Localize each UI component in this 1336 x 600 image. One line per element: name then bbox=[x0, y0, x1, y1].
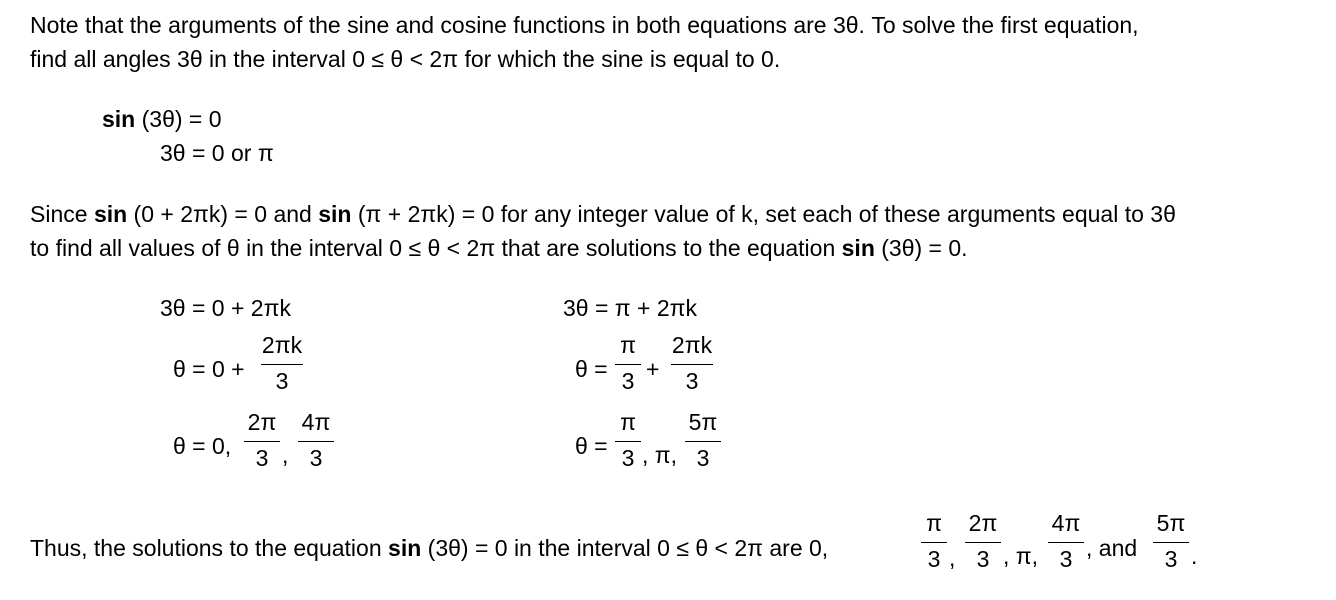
fraction bbox=[259, 334, 305, 394]
intro-line-2: find all angles 3θ in the interval 0 ≤ θ < 2π for which the sine is equal to 0. bbox=[30, 46, 781, 72]
fraction-bar bbox=[685, 441, 721, 442]
text: to find all values of θ in the interval 0 ≤ θ < 2π that are solutions to the equation bbox=[30, 235, 842, 261]
fraction-bar bbox=[965, 542, 1001, 543]
explanation-line-2 bbox=[30, 237, 968, 260]
left-case-row2-prefix: θ = 0 + bbox=[173, 356, 245, 382]
numerator: 2πk bbox=[261, 332, 303, 358]
fraction-bar bbox=[298, 441, 334, 442]
and-word: , and bbox=[1086, 535, 1138, 561]
numerator: 2π bbox=[247, 409, 277, 435]
numerator: π bbox=[620, 332, 636, 358]
left-case-row3-prefix: θ = 0, bbox=[173, 433, 232, 459]
left-case-header: 3θ = 0 + 2πk bbox=[160, 295, 291, 321]
explanation-line-1 bbox=[30, 203, 1176, 226]
text: (π + 2πk) = 0 for any integer value of k, set each of these arguments equal to 3θ bbox=[351, 201, 1176, 227]
fraction bbox=[1151, 512, 1191, 572]
denominator: 3 bbox=[309, 445, 323, 471]
equation-sin-3theta bbox=[102, 108, 222, 131]
fraction bbox=[963, 512, 1003, 572]
text: (3θ) = 0 in the interval 0 ≤ θ < 2π are 0, bbox=[421, 535, 829, 561]
denominator: 3 bbox=[621, 445, 635, 471]
text: Thus, the solutions to the equation bbox=[30, 535, 389, 561]
sin-label: sin bbox=[102, 106, 136, 132]
fraction bbox=[242, 411, 282, 471]
numerator: 2π bbox=[968, 510, 998, 536]
right-case-row2-prefix: θ = bbox=[575, 356, 608, 382]
sin-label: sin bbox=[388, 535, 422, 561]
equation-3theta-values: 3θ = 0 or π bbox=[160, 140, 274, 166]
numerator: 5π bbox=[688, 409, 718, 435]
numerator: π bbox=[926, 510, 942, 536]
sin-label: sin bbox=[318, 201, 352, 227]
fraction-bar bbox=[244, 441, 280, 442]
sin-label: sin bbox=[93, 201, 128, 227]
fraction bbox=[919, 512, 949, 572]
fraction bbox=[683, 411, 723, 471]
right-case-header: 3θ = π + 2πk bbox=[563, 295, 698, 321]
numerator: 4π bbox=[1051, 510, 1081, 536]
intro-line-1: Note that the arguments of the sine and cosine functions in both equations are 3θ. To solve the first equation, bbox=[30, 12, 1139, 38]
fraction bbox=[296, 411, 336, 471]
sin-label: sin bbox=[841, 235, 875, 261]
fraction-bar bbox=[615, 441, 641, 442]
separator: , π, bbox=[1003, 543, 1039, 569]
denominator: 3 bbox=[976, 546, 990, 572]
period: . bbox=[1191, 543, 1198, 569]
fraction-bar bbox=[671, 364, 713, 365]
fraction bbox=[613, 334, 643, 394]
right-case-row3-prefix: θ = bbox=[575, 433, 608, 459]
text: (0 + 2πk) = 0 and bbox=[127, 201, 319, 227]
fraction-bar bbox=[1048, 542, 1084, 543]
fraction bbox=[669, 334, 715, 394]
separator: , π, bbox=[642, 442, 678, 468]
denominator: 3 bbox=[685, 368, 699, 394]
denominator: 3 bbox=[696, 445, 710, 471]
numerator: π bbox=[620, 409, 636, 435]
denominator: 3 bbox=[1164, 546, 1178, 572]
fraction bbox=[1046, 512, 1086, 572]
conclusion-text bbox=[30, 537, 828, 560]
fraction-bar bbox=[261, 364, 303, 365]
denominator: 3 bbox=[621, 368, 635, 394]
denominator: 3 bbox=[255, 445, 269, 471]
denominator: 3 bbox=[927, 546, 941, 572]
denominator: 3 bbox=[275, 368, 289, 394]
numerator: 5π bbox=[1156, 510, 1186, 536]
equation-rest: (3θ) = 0 bbox=[135, 106, 222, 132]
text: (3θ) = 0. bbox=[874, 235, 968, 261]
fraction bbox=[613, 411, 643, 471]
plus-sign: + bbox=[646, 356, 660, 382]
denominator: 3 bbox=[1059, 546, 1073, 572]
fraction-bar bbox=[615, 364, 641, 365]
fraction-bar bbox=[1153, 542, 1189, 543]
numerator: 4π bbox=[301, 409, 331, 435]
numerator: 2πk bbox=[671, 332, 713, 358]
comma: , bbox=[949, 545, 956, 571]
fraction-bar bbox=[921, 542, 947, 543]
text: Since bbox=[30, 201, 94, 227]
comma: , bbox=[282, 442, 289, 468]
